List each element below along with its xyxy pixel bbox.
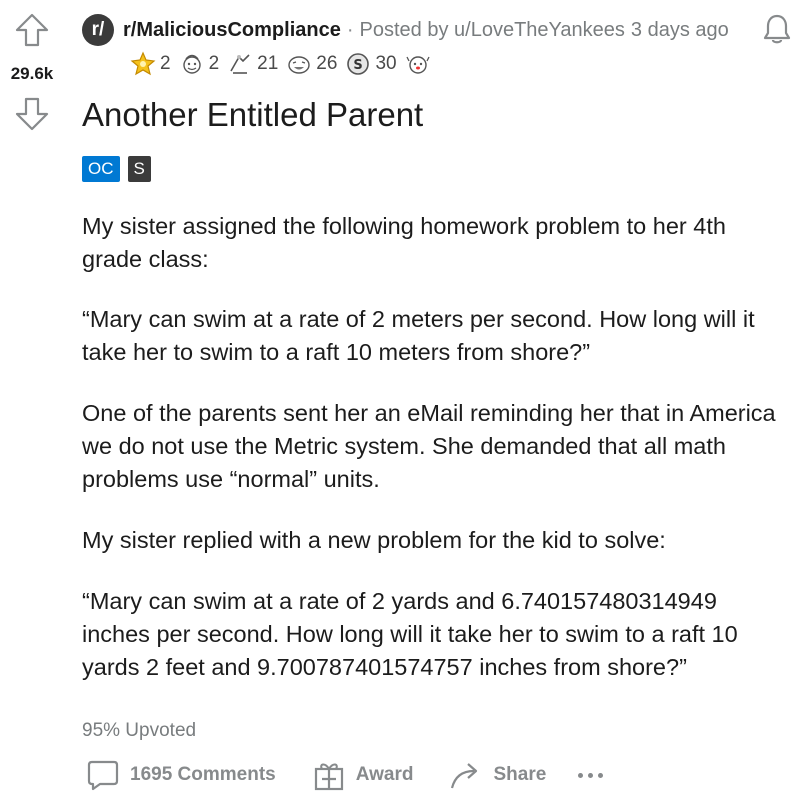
hugz-award-icon — [405, 51, 431, 77]
award-label: Award — [355, 764, 414, 785]
header-separator: · — [346, 18, 354, 41]
laughing-award-icon — [286, 51, 312, 77]
award-hugz[interactable] — [405, 51, 435, 77]
post-meta — [360, 19, 729, 42]
gold-award-icon — [130, 51, 156, 77]
flair-s[interactable]: S — [128, 156, 151, 182]
awards-row[interactable] — [130, 50, 443, 78]
award-count: 2 — [160, 53, 171, 74]
flair-oc[interactable]: OC — [82, 156, 120, 182]
post-paragraph: “Mary can swim at a rate of 2 meters per second. How long will it take her to swim to a raft 10 meters from shore?” — [82, 306, 755, 365]
post-paragraph: My sister assigned the following homework problem to her 4th grade class: — [82, 213, 726, 272]
comments-button[interactable] — [86, 758, 276, 792]
downvote-arrow-icon[interactable] — [14, 96, 50, 132]
subreddit-icon[interactable]: r/ — [82, 14, 114, 46]
award-count: 30 — [375, 53, 397, 74]
subreddit-link[interactable]: r/MaliciousCompliance — [123, 18, 341, 41]
post-body — [82, 210, 782, 712]
award-count: 26 — [316, 53, 338, 74]
svg-text:S: S — [353, 58, 364, 73]
award-wholesome[interactable] — [179, 51, 220, 77]
award-silver[interactable] — [345, 51, 396, 77]
award-laughing[interactable] — [286, 51, 337, 77]
dot — [578, 773, 583, 778]
more-options-icon[interactable] — [578, 773, 608, 778]
upvote-ratio: 95% Upvoted — [82, 720, 197, 741]
posted-by-user-link[interactable]: Posted by u/LoveTheYankees — [359, 18, 625, 41]
upvote-arrow-icon[interactable] — [14, 12, 50, 48]
award-helpful[interactable] — [227, 51, 278, 77]
award-count: 2 — [208, 53, 220, 74]
award-count: 21 — [257, 53, 279, 74]
helpful-award-icon — [227, 51, 253, 77]
award-button[interactable] — [312, 758, 414, 792]
post-header — [82, 10, 782, 50]
post-paragraph: My sister replied with a new problem for the kid to solve: — [82, 527, 666, 553]
post-actions — [86, 756, 608, 794]
post-paragraph: “Mary can swim at a rate of 2 yards and 6.740157480314949 inches per second. How long will it take her to swim to a raft 10 yards 2 feet and 9.700787401574757 inches from shore?” — [82, 588, 738, 680]
post-time: 3 days ago — [630, 18, 729, 41]
post-paragraph: One of the parents sent her an eMail reminding her that in America we do not use the Metric system. She demanded that all math problems use “normal” units. — [82, 400, 776, 492]
dot — [598, 773, 603, 778]
dot — [588, 773, 593, 778]
vote-score: 29.6k — [10, 64, 54, 83]
notification-bell-icon[interactable] — [762, 12, 792, 46]
post-flairs — [82, 156, 159, 182]
share-label: Share — [493, 764, 547, 785]
share-arrow-icon — [449, 758, 483, 792]
share-button[interactable] — [449, 758, 546, 792]
comment-bubble-icon — [86, 758, 120, 792]
award-gold[interactable] — [130, 51, 171, 77]
post-title[interactable]: Another Entitled Parent — [82, 96, 424, 133]
silver-award-icon — [345, 51, 371, 77]
wholesome-award-icon — [179, 51, 205, 77]
comments-label: 1695 Comments — [130, 764, 276, 785]
gift-icon — [312, 758, 346, 792]
vote-column — [0, 0, 70, 800]
